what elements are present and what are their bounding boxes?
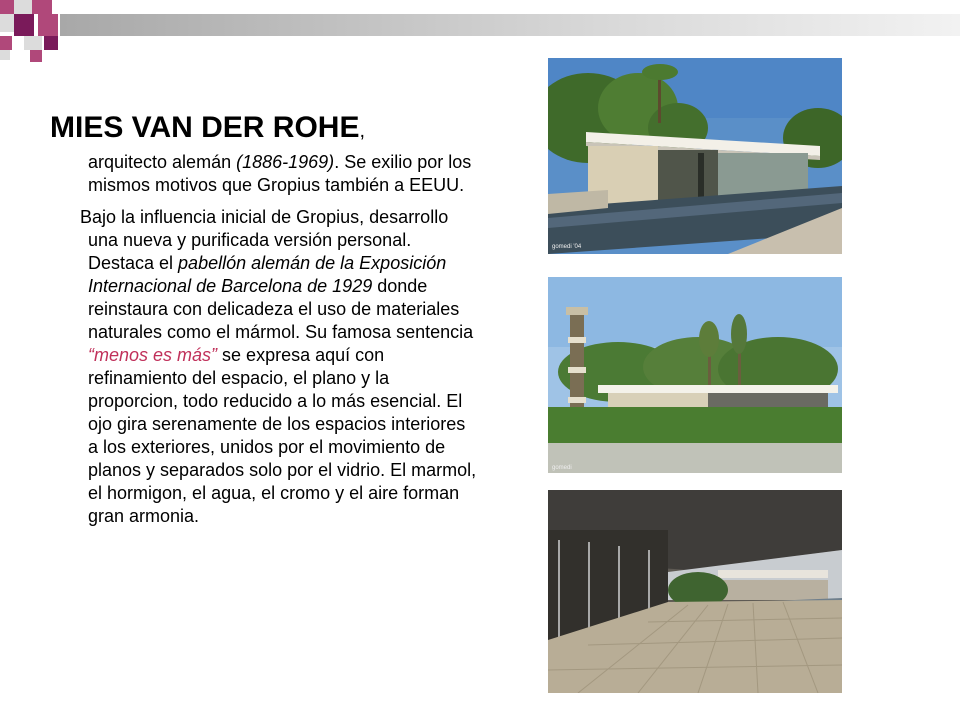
deco-square	[14, 14, 34, 36]
body-paragraph	[50, 206, 480, 528]
deco-square	[44, 36, 58, 50]
deco-square	[0, 50, 10, 60]
intro-tail: . Se exilio por los mismos motivos que Gropius también a EEUU.	[88, 152, 472, 195]
title-text: MIES VAN DER ROHE	[50, 111, 360, 144]
title-comma: ,	[359, 120, 366, 142]
slide-title	[50, 108, 480, 151]
body-text-c: donde reinstaura con delicadeza el uso de materiales naturales como el mármol. Su famosa sentencia	[88, 276, 474, 342]
header-gradient-bar	[60, 14, 960, 36]
life-dates: (1886-1969)	[236, 152, 335, 172]
body-text-e: se expresa aquí con refinamiento del espacio, el plano y la proporcion, todo reducido a lo más esencial. El ojo gira serenamente de los espacios interiores a los exteriores, unidos por el movimiento de planos y separados solo por el vidrio. El marmol, el hormigon, el agua, el cromo y el aire forman gran armonia.	[88, 345, 477, 526]
deco-square	[32, 0, 52, 14]
body-text-a: Bajo la influencia inicial de Gropius, desarrollo una nueva y purificada versión personal. Destaca el	[80, 207, 449, 273]
photo-pavilion-distant	[548, 277, 842, 473]
deco-square	[30, 50, 42, 62]
pavilion-name: pabellón alemán de la Exposición Internacional de Barcelona de 1929	[88, 253, 447, 296]
deco-square	[24, 36, 42, 50]
intro-text: arquitecto alemán	[88, 152, 232, 172]
deco-square	[0, 0, 14, 14]
deco-square	[0, 14, 14, 32]
photo-pavilion-pool	[548, 58, 842, 254]
photo1-caption: gomedi '04	[552, 244, 582, 250]
slide-body	[50, 108, 480, 528]
intro-paragraph	[50, 151, 480, 197]
less-is-more-quote: “menos es más”	[88, 345, 218, 365]
photo-pavilion-terrace	[548, 490, 842, 693]
photo2-caption: gomedi	[552, 465, 572, 471]
deco-square	[38, 14, 58, 36]
deco-square	[0, 36, 12, 50]
